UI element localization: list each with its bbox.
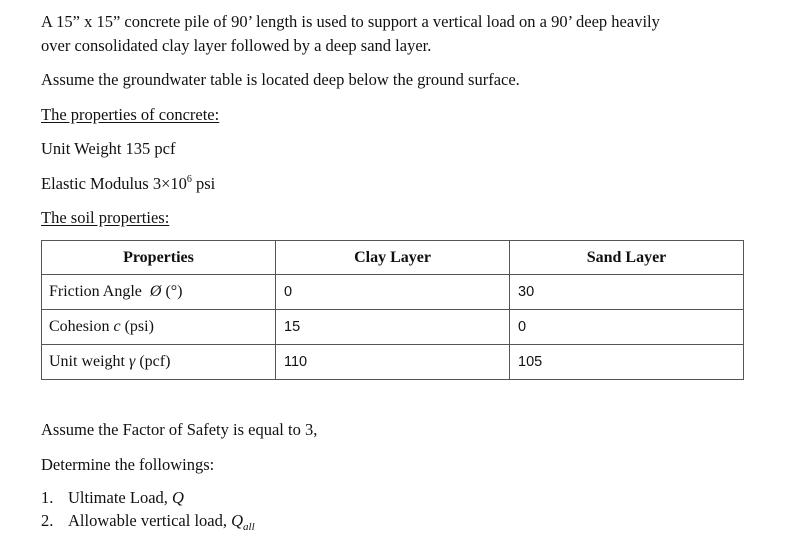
table-row [42,345,744,380]
unit-weight-symbol: γ [129,353,136,370]
row-label-unit-weight: Unit weight γ (pcf) [42,345,276,380]
concrete-elastic-modulus [41,174,215,194]
friction-symbol: Ø [149,283,162,300]
soil-heading: The soil properties: [41,208,170,227]
header-properties: Properties [42,241,276,275]
table-row [42,275,744,310]
header-sand-layer: Sand Layer [510,241,744,275]
allowable-load-symbol: Q [231,511,244,530]
allowable-load-subscript: all [243,521,255,533]
factor-of-safety: Assume the Factor of Safety is equal to 3, [41,420,318,439]
elastic-prefix: Elastic Modulus 3×10 [41,174,187,193]
list-item: 2. Allowable vertical load, $Q_{all}$ [41,511,255,533]
clay-unit-weight: 110 [276,345,510,380]
problem-line-1: A 15” x 15” concrete pile of 90’ length is used to support a vertical load on a 90’ deep heavily [41,12,660,31]
list-number: 2. [41,511,54,530]
clay-friction-angle: 0 [276,275,510,310]
elastic-exponent: 6 [186,174,192,185]
determine-heading: Determine the followings: [41,455,215,474]
list-number: 1. [41,488,54,507]
concrete-heading: The properties of concrete: [41,105,220,124]
soil-properties-table [41,240,744,380]
sand-unit-weight: 105 [510,345,744,380]
row-label-friction-angle: Friction Angle Ø (°) [42,275,276,310]
ultimate-load-symbol: Q [172,488,184,507]
elastic-suffix: psi [191,174,216,193]
concrete-unit-weight: Unit Weight 135 pcf [41,139,176,158]
problem-line-2: over consolidated clay layer followed by a deep sand layer. [41,36,432,55]
table-header-row [42,241,744,275]
table-row [42,310,744,345]
header-clay-layer: Clay Layer [276,241,510,275]
sand-friction-angle: 30 [510,275,744,310]
row-label-cohesion: Cohesion c (psi) [42,310,276,345]
groundwater-note: Assume the groundwater table is located deep below the ground surface. [41,70,520,89]
clay-cohesion: 15 [276,310,510,345]
sand-cohesion: 0 [510,310,744,345]
list-item: 1. Ultimate Load, Q [41,488,184,507]
cohesion-symbol: c [113,318,121,335]
